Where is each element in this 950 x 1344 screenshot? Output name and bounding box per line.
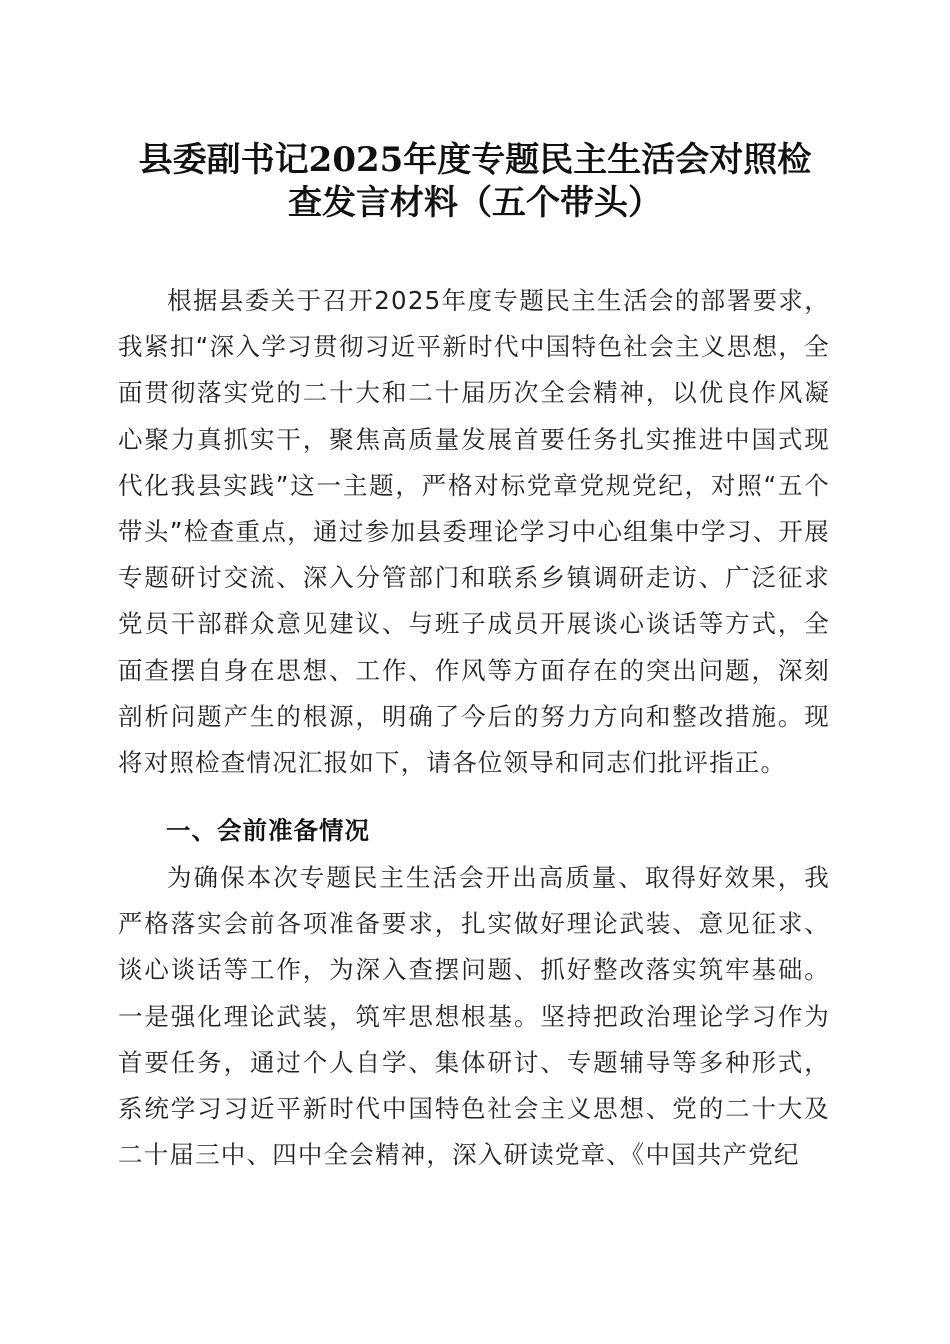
document-title-line-2: 查发言材料（五个带头） <box>288 183 662 223</box>
document-title-line-1: 县委副书记2025年度专题民主生活会对照检 <box>138 140 812 180</box>
section-heading: 一、会前准备情况 <box>166 816 370 845</box>
section-paragraph: 为确保本次专题民主生活会开出高质量、取得好效果，我严格落实会前各项准备要求，扎实做好理论武装、意见征求、谈心谈话等工作，为深入查摆问题、抓好整改落实筑牢基础。一是强化理论武装，筑牢思想根基。坚持把政治理论学习作为首要任务，通过个人自学、集体研讨、专题辅导等多种形式，系统学习习近平新时代中国特色社会主义思想、党的二十大及二十届三中、四中全会精神，深入研读党章、《中国共产党纪 <box>118 863 830 1170</box>
intro-paragraph: 根据县委关于召开2025年度专题民主生活会的部署要求，我紧扣“深入学习贯彻习近平新时代中国特色社会主义思想，全面贯彻落实党的二十大和二十届历次全会精神，以优良作风凝心聚力真抓实干，聚焦高质量发展首要任务扎实推进中国式现代化我县实践”这一主题，严格对标党章党规党纪，对照“五个带头”检查重点，通过参加县委理论学习中心组集中学习、开展专题研讨交流、深入分管部门和联系乡镇调研走访、广泛征求党员干部群众意见建议、与班子成员开展谈心谈话等方式，全面查摆自身在思想、工作、作风等方面存在的突出问题，深刻剖析问题产生的根源，明确了今后的努力方向和整改措施。现将对照检查情况汇报如下，请各位领导和同志们批评指正。 <box>118 286 830 778</box>
